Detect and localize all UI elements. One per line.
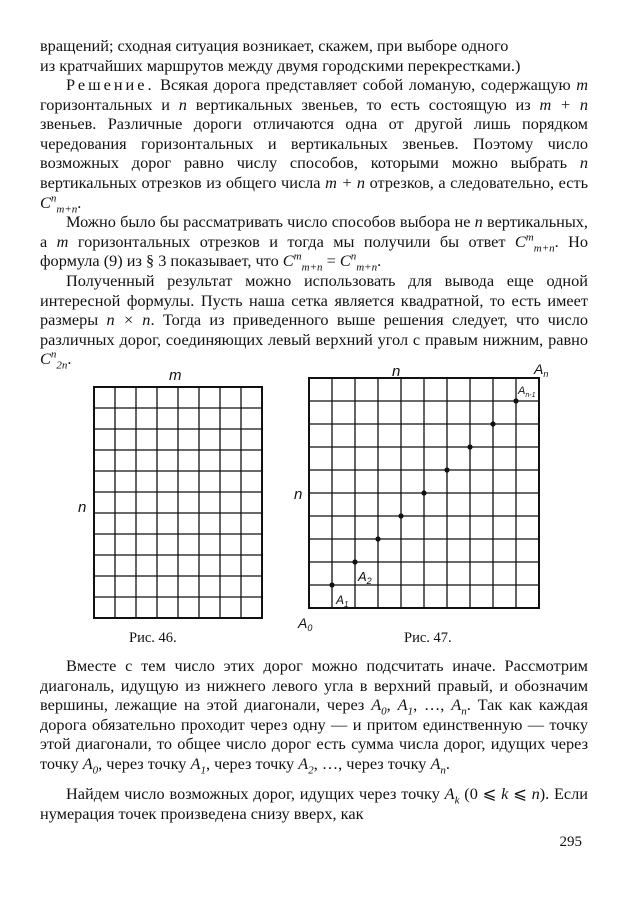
figure-46-caption: Рис. 46. bbox=[129, 630, 177, 646]
fig47-label-an1: $A_{n-1}$ bbox=[518, 385, 536, 399]
fig47-n-label: n bbox=[392, 363, 401, 380]
fig47-label-a0: $A_0$ bbox=[298, 615, 313, 633]
fig46-m-label: m bbox=[169, 367, 182, 384]
diagonal-point bbox=[329, 582, 334, 587]
solution-paragraph: Решение. Всякая дорога представляет собой ломаную, содержащую m горизонтальных и n вертикальных звеньев, то есть состоящую из m + n звеньев. Различные дороги отличаются одна от другой лишь порядком чередования горизонтальных и вертикальных звеньев. Поэтому число возможных дорог равно числу способов, которыми можно выбрать n вертикальных отрезков из общего числа m + n отрезков, а следовательно, есть $C^n_{m+n}$. bbox=[40, 75, 589, 215]
fig47-side-n-label: n bbox=[294, 486, 303, 503]
binomial: $C^n_{m+n}$ bbox=[40, 192, 78, 215]
diagonal-point bbox=[375, 536, 380, 541]
diagonal-point bbox=[513, 398, 518, 403]
binomial: $C^n_{m+n}$ bbox=[339, 250, 378, 274]
text-line: из кратчайших маршрутов между двумя городскими перекрестками.) bbox=[40, 55, 521, 75]
fig46-n-label: n bbox=[78, 499, 87, 516]
text-continuation bbox=[40, 36, 588, 75]
paragraph-square-grid: Полученный результат можно использовать для вывода еще одной интересной формулы. Пусть наша сетка является квадратной, то есть имеет размеры n × n. Тогда из приведенного выше решения следует, что число различных дорог, соединяющих левый верхний угол с правым нижним, равно $C^n_{2n}$. bbox=[40, 271, 589, 372]
diagonal-point bbox=[444, 467, 449, 472]
figure-47-grid bbox=[290, 362, 560, 634]
solution-label: Решение. bbox=[66, 75, 155, 94]
paragraph-diagonal: Вместе с тем число этих дорог можно подсчитать иначе. Рассмотрим диагональ, идущую из нижнего левого угла в верхний правый, и обозначим вершины, лежащие на этой диагонали, через $A_0$, $A_1$, …, $A_n$. Так как каждая дорога обязательно проходит через одну — и притом единственную — точку этой диагонали, то общее число дорог есть сумма числа дорог, идущих через точку $A_0$, через точку $A_1$, через точку $A_2$, …, через точку $A_n$. bbox=[40, 656, 588, 777]
binomial: $C^m_{m+n}$ bbox=[282, 250, 323, 274]
fig47-label-a1: $A_1$ bbox=[336, 593, 349, 609]
fig47-label-an: $A_n$ bbox=[534, 362, 549, 379]
paragraph-alt-count: Можно было бы рассматривать число способов выбора не n вертикальных, а m горизонтальных отрезков и тогда мы получили бы ответ $C^m_{m+n}$. Но формула (9) из § 3 показывает, что $C^m_{m+n} = C^n_{m+n}$. bbox=[40, 212, 589, 274]
paragraph-find-count: Найдем число возможных дорог, идущих через точку $A_k$ (0 ⩽ k ⩽ n). Если нумерация точек произведена снизу вверх, как bbox=[40, 784, 588, 823]
figure-47-caption: Рис. 47. bbox=[404, 630, 452, 646]
binomial: $C^m_{m+n}$ bbox=[514, 231, 555, 254]
diagonal-point bbox=[490, 421, 495, 426]
page-number: 295 bbox=[559, 834, 582, 850]
diagonal-point bbox=[352, 559, 357, 564]
fig47-label-a2: $A_2$ bbox=[358, 569, 372, 586]
fig46-lines bbox=[94, 387, 262, 618]
figure-46-grid bbox=[70, 366, 270, 628]
text-line: вращений; сходная ситуация возникает, скажем, при выборе одного bbox=[40, 36, 509, 55]
diagonal-point bbox=[467, 444, 472, 449]
diagonal-point bbox=[421, 490, 426, 495]
binomial: $C^n_{2n}$ bbox=[40, 348, 68, 372]
diagonal-point bbox=[398, 513, 403, 518]
